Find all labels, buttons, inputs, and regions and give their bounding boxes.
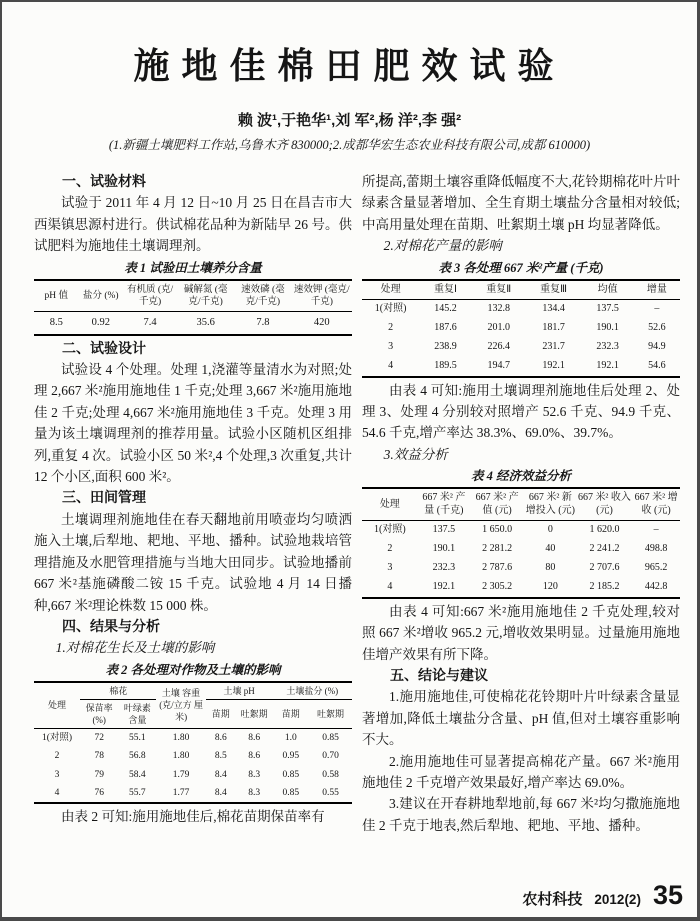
table-cell: 1.80 — [172, 732, 190, 743]
table-cell: 189.5 — [434, 359, 457, 371]
table-cell: 2 241.2 — [589, 543, 620, 555]
table-cell: 420 — [313, 316, 330, 328]
table-cell: 55.1 — [129, 732, 146, 743]
table-cell: 194.7 — [487, 359, 510, 371]
table2-caption: 表 2 各处理对作物及土壤的影响 — [105, 662, 281, 677]
table-cell: 226.4 — [487, 341, 510, 353]
table-row — [34, 765, 352, 783]
table-cell: 2 — [388, 322, 394, 334]
table-cell: 94.9 — [648, 341, 666, 353]
table-yield — [362, 279, 680, 378]
section-heading-conclusions: 五、结论与建议 — [390, 666, 488, 683]
table1-caption: 表 1 试验田土壤养分含量 — [124, 260, 262, 275]
table-cell: 2 — [54, 751, 60, 762]
table-cell: 40 — [545, 543, 556, 555]
paragraph-yield-conclusion: 由表 4 可知:施用土壤调理剂施地佳后处理 2、处理 3、处理 4 分别较对照增产 52.6 千克、94.9 千克、54.6 千克,增产率达 38.3%、69.0%、39.7%。 — [362, 382, 680, 441]
table-cell: – — [654, 303, 660, 315]
table-cell: 187.6 — [434, 322, 457, 334]
column-header: 苗期 — [281, 708, 300, 719]
table-cell: 1(对照) — [42, 732, 73, 743]
table4-caption: 表 4 经济效益分析 — [470, 469, 571, 484]
column-header: 碱解氮 (毫克/千克) — [183, 284, 228, 307]
column-header: 667 米² 产量 (千克) — [422, 492, 466, 516]
column-header: 盐分 (%) — [82, 290, 119, 301]
paragraph-materials: 试验于 2011 年 4 月 12 日~10 月 25 日在昌吉市大西渠镇思源村进行。供试棉花品种为新陆早 26 号。供试肥料为施地佳土壤调理剂。 — [34, 195, 352, 254]
column-header: 667 米² 产值 (元) — [475, 492, 519, 516]
table-cell: 2 707.6 — [589, 562, 620, 574]
column-header: 处理 — [380, 283, 401, 295]
journal-name: 农村科技 — [522, 891, 583, 908]
table-cell: 145.2 — [434, 303, 457, 315]
table-cell: 0.70 — [322, 751, 339, 762]
table-cell: 965.2 — [644, 562, 668, 574]
table-cell: 1.0 — [284, 732, 297, 743]
page-number: 35 — [652, 880, 683, 910]
table-cell: 4 — [388, 359, 394, 371]
column-header: 叶绿素 含量 — [123, 702, 151, 725]
column-header: pH 值 — [44, 290, 68, 301]
column-header: 667 米² 新增投入 (元) — [525, 492, 575, 516]
paragraph-conclusion-2: 2.施用施地佳可显著提高棉花产量。667 米²施用施地佳 2 千克增产效果最好,增产率达 69.0%。 — [362, 753, 680, 790]
table-cell: 1(对照) — [373, 524, 406, 536]
paragraph-conclusion-3: 3.建议在开春耕地犁地前,每 667 米²均匀撒施施地佳 2 千克于地表,然后犁地、耙地、平地、播种。 — [362, 796, 680, 833]
table-cell: 134.4 — [542, 303, 565, 315]
table3-caption: 表 3 各处理 667 米²产量 (千克) — [438, 260, 604, 275]
table-cell: 78 — [94, 751, 104, 762]
table-header-row — [34, 682, 352, 700]
right-column — [362, 171, 680, 836]
table-row — [362, 540, 680, 559]
table-row — [362, 521, 680, 540]
table-cell: – — [653, 524, 659, 536]
column-header: 速效钾 (毫克/千克) — [293, 284, 350, 307]
column-header: 吐絮期 — [240, 708, 268, 719]
table-cell: 0.85 — [282, 788, 300, 799]
table-cell: 8.6 — [248, 751, 261, 762]
table-row — [34, 747, 352, 765]
table-economic-benefit — [362, 487, 680, 599]
table-cell: 1(对照) — [374, 303, 407, 315]
table-cell: 2 281.2 — [482, 543, 513, 555]
table-cell: 0 — [547, 524, 553, 536]
table-row — [34, 728, 352, 747]
table-cell: 8.5 — [49, 316, 63, 328]
paragraph-benefit-conclusion: 由表 4 可知:667 米²施用施地佳 2 千克处理,较对照 667 米²增收 965.2 元,增收效果明显。过量施用施地佳增产效果有所下降。 — [362, 603, 680, 662]
table-cell: 0.92 — [91, 316, 110, 328]
table-cell: 3 — [387, 562, 393, 574]
table-cell: 56.8 — [129, 751, 146, 762]
table-row — [34, 784, 352, 803]
table-cell: 2 787.6 — [482, 562, 513, 574]
table-header-row — [362, 488, 680, 521]
column-header: 保苗率 (%) — [85, 702, 113, 725]
author-line: 赖 波¹,于艳华¹,刘 军²,杨 洋²,李 强² — [237, 112, 462, 129]
section-heading-materials: 一、试验材料 — [62, 173, 146, 189]
table-cell: 0.95 — [282, 751, 300, 762]
table-row — [362, 578, 680, 598]
table-cell: 8.5 — [214, 751, 227, 762]
table-crop-soil-effect — [34, 681, 352, 805]
journal-issue: 2012(2) — [594, 892, 641, 907]
table-cell: 232.3 — [596, 341, 619, 353]
column-header: 吐絮期 — [317, 708, 345, 719]
table-cell: 4 — [54, 788, 60, 799]
table-row — [362, 338, 680, 357]
column-header: 速效磷 (毫克/千克) — [241, 284, 285, 307]
table-cell: 137.5 — [432, 524, 456, 536]
table-header-row — [34, 280, 352, 312]
subheading-yield-effect: 2.对棉花产量的影响 — [383, 238, 502, 254]
table-cell: 498.8 — [644, 543, 668, 555]
table-cell: 132.8 — [487, 303, 510, 315]
table-soil-nutrients — [34, 279, 352, 336]
table-cell: 8.4 — [214, 788, 227, 799]
table-cell: 80 — [545, 562, 556, 574]
table-cell: 3 — [54, 769, 60, 780]
column-header: 重复Ⅲ — [540, 283, 568, 295]
column-header: 处理 — [379, 498, 400, 510]
table-cell: 8.3 — [248, 769, 261, 780]
page-footer — [522, 882, 683, 909]
table-cell: 232.3 — [432, 562, 456, 574]
table-cell: 1.77 — [172, 788, 190, 799]
table-row — [362, 300, 680, 319]
paragraph-conclusion-1: 1.施用施地佳,可使棉花花铃期叶片叶绿素含量显著增加,降低土壤盐分含量、pH 值,但对土壤容重影响不大。 — [362, 689, 680, 748]
table-cell: 238.9 — [434, 341, 457, 353]
table-cell: 72 — [94, 732, 104, 743]
table-cell: 2 185.2 — [589, 581, 620, 593]
left-column — [34, 171, 352, 836]
table-cell: 52.6 — [648, 322, 666, 334]
table-cell: 2 — [387, 543, 393, 555]
section-heading-design: 二、试验设计 — [62, 339, 146, 356]
table-cell: 58.4 — [129, 769, 146, 780]
column-header: 均值 — [597, 283, 618, 295]
table-cell: 0.58 — [322, 769, 339, 780]
table-cell: 1 620.0 — [589, 524, 620, 536]
table-header-row — [362, 280, 680, 300]
table-row — [362, 319, 680, 338]
table-cell: 2 305.2 — [482, 581, 513, 593]
table-cell: 181.7 — [542, 322, 565, 334]
table-row — [34, 311, 352, 335]
table-cell: 8.4 — [214, 769, 227, 780]
table-cell: 192.1 — [432, 581, 456, 593]
table-cell: 3 — [388, 341, 394, 353]
table-cell: 190.1 — [596, 322, 619, 334]
table-cell: 7.4 — [143, 316, 157, 328]
column-header: 处理 — [48, 700, 67, 711]
group-header-cotton: 棉花 — [80, 682, 156, 700]
paragraph-field-management: 土壤调理剂施地佳在春天翻地前用喷壶均匀喷洒施入土壤,后犁地、耙地、平地、播种。试验地栽培管理措施及水肥管理措施与当地大田同步。试验地播前 667 米²基施磷酸二铵 15 千克。试验地 4 月 14 日播种,667 米²理论株数 15 000 株。 — [34, 511, 352, 613]
table-cell: 8.3 — [248, 788, 261, 799]
table-cell: 7.8 — [256, 316, 270, 328]
paragraph-table2-conclusion-start: 由表 2 可知:施用施地佳后,棉花苗期保苗率有 — [61, 809, 325, 825]
table-cell: 190.1 — [432, 543, 456, 555]
subheading-benefit-analysis: 3.效益分析 — [383, 446, 448, 462]
subheading-growth-effect: 1.对棉花生长及土壤的影响 — [55, 640, 215, 656]
table-cell: 0.55 — [322, 788, 339, 799]
section-heading-field-management: 三、田间管理 — [62, 489, 146, 506]
table-cell: 192.1 — [542, 359, 565, 371]
column-header: 苗期 — [211, 708, 230, 719]
table-cell: 55.7 — [129, 788, 146, 799]
table-cell: 1.80 — [172, 751, 190, 762]
column-header: 土壤 容重 (克/立方 厘米) — [159, 688, 203, 723]
group-header-soil-salt: 土壤盐分 (%) — [272, 682, 352, 700]
group-header-soil-ph: 土壤 pH — [206, 682, 273, 700]
table-cell: 120 — [542, 581, 558, 593]
table-cell: 76 — [94, 788, 104, 799]
paragraph-table2-conclusion-continued: 所提高,蕾期土壤容重降低幅度不大,花铃期棉花叶片叶绿素含量显著增加、全生育期土壤盐分含量相对较低;中高用量处理在苗期、吐絮期土壤 pH 均显著降低。 — [362, 174, 680, 232]
table-cell: 79 — [94, 769, 104, 780]
column-header: 重复Ⅰ — [433, 283, 457, 295]
paragraph-design: 试验设 4 个处理。处理 1,浇灌等量清水为对照;处理 2,667 米²施用施地佳 1 千克;处理 3,667 米²施用施地佳 2 千克;处理 4,667 米²施用施地佳 3 千克。处理 3 用量为该土壤调理剂的推荐用量。试验小区随机区组排列,重复 4 次。试验小区 50 米²,4 个处理,3 次重复,共计 12 个小区,面积 600 米²。 — [34, 362, 352, 485]
table-cell: 35.6 — [196, 316, 215, 328]
table-cell: 192.1 — [596, 359, 619, 371]
column-header: 有机质 (克/千克) — [126, 284, 174, 307]
table-cell: 1.79 — [172, 769, 190, 780]
table-cell: 54.6 — [648, 359, 666, 371]
table-cell: 0.85 — [282, 769, 300, 780]
table-cell: 231.7 — [542, 341, 565, 353]
table-cell: 137.5 — [596, 303, 619, 315]
two-column-body — [2, 153, 697, 836]
table-cell: 8.6 — [248, 732, 261, 743]
column-header: 667 米² 收入 (元) — [577, 492, 631, 516]
section-heading-results: 四、结果与分析 — [62, 617, 160, 634]
table-row — [362, 559, 680, 578]
table-cell: 1 650.0 — [482, 524, 513, 536]
table-cell: 0.85 — [322, 732, 339, 743]
table-cell: 8.6 — [214, 732, 227, 743]
column-header: 增量 — [646, 283, 667, 295]
affiliation-line: (1.新疆土壤肥料工作站,乌鲁木齐 830000;2.成都华宏生态农业科技有限公司,成都 610000) — [108, 138, 591, 152]
table-cell: 4 — [387, 581, 393, 593]
table-row — [362, 357, 680, 377]
table-cell: 442.8 — [644, 581, 668, 593]
table-cell: 201.0 — [487, 322, 510, 334]
column-header: 重复Ⅱ — [486, 283, 512, 295]
article-title: 施地佳棉田肥效试验 — [133, 45, 566, 86]
column-header: 667 米² 增收 (元) — [634, 492, 678, 516]
